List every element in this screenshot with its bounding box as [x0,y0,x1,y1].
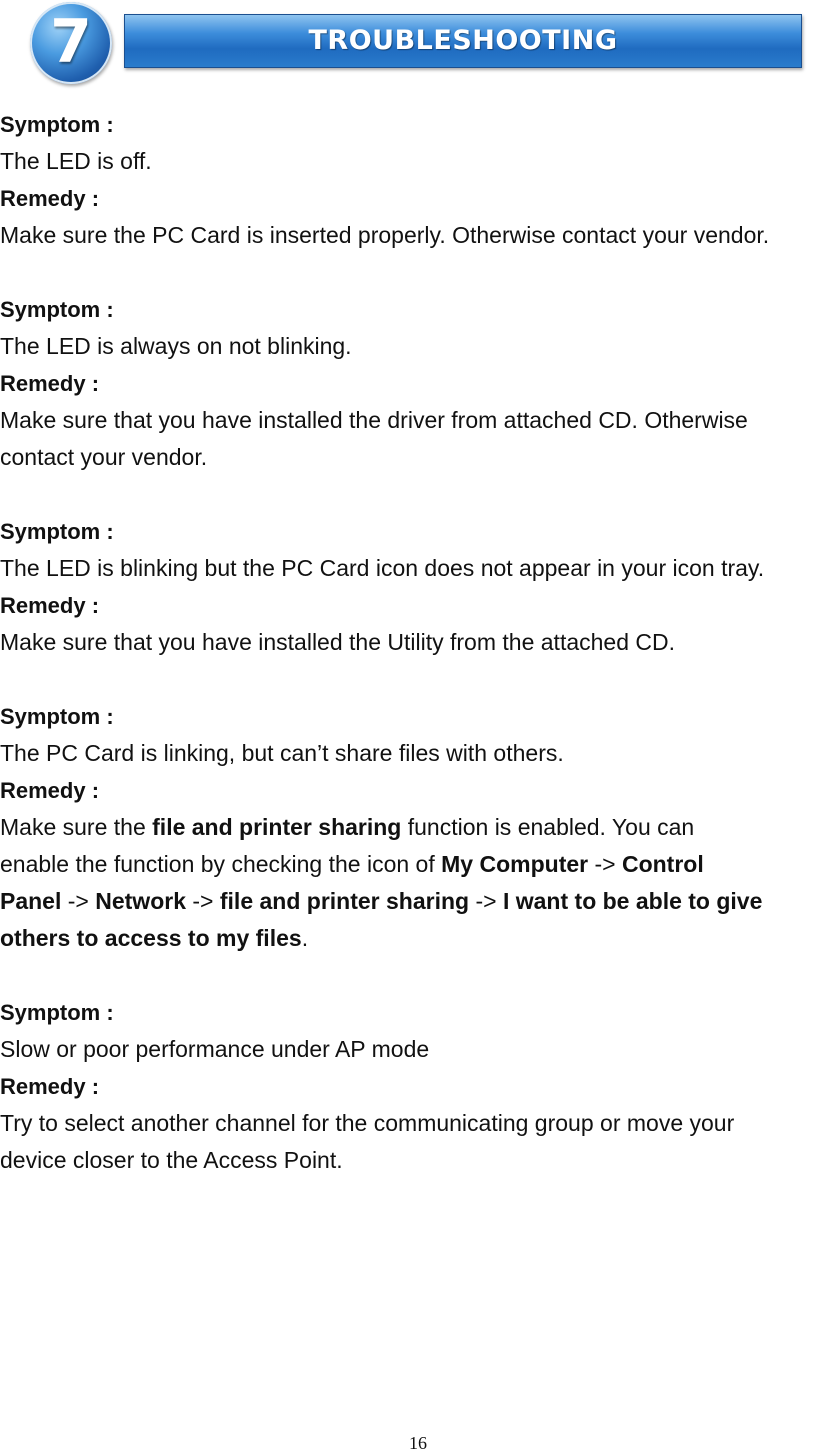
symptom-text: The LED is off. [0,148,152,174]
chapter-title: TROUBLESHOOTING [308,25,618,56]
symptom-text: Slow or poor performance under AP mode [0,1036,430,1062]
remedy-text: Make sure that you have installed the driver from attached CD. Otherwise [0,407,748,433]
chapter-title-banner [124,14,802,68]
remedy-emphasis: Panel [0,888,62,914]
symptom-label: Symptom : [0,112,114,137]
remedy-emphasis: file and printer sharing [152,814,402,840]
remedy-emphasis: file and printer sharing [219,888,470,914]
chapter-number-badge [30,2,112,84]
remedy-emphasis: I want to be able to give [502,888,763,914]
remedy-label: Remedy : [0,778,100,803]
symptom-label: Symptom : [0,519,114,544]
remedy-label: Remedy : [0,593,100,618]
troubleshooting-entry [0,513,836,661]
symptom-text: The PC Card is linking, but can’t share files with others. [0,740,564,766]
remedy-segment: Make sure the [0,814,153,840]
symptom-text: The LED is blinking but the PC Card icon does not appear in your icon tray. [0,555,765,581]
remedy-line [0,920,836,957]
page-number: 16 [409,1433,427,1453]
remedy-label: Remedy : [0,186,100,211]
troubleshooting-entry [0,994,836,1179]
symptom-label: Symptom : [0,297,114,322]
remedy-segment: -> [61,888,96,914]
remedy-emphasis: My Computer [441,851,589,877]
remedy-segment: function is enabled. You can [401,814,695,840]
remedy-text: contact your vendor. [0,444,208,470]
symptom-label: Symptom : [0,1000,114,1025]
remedy-label: Remedy : [0,1074,100,1099]
remedy-segment: -> [186,888,220,914]
remedy-text: Make sure the PC Card is inserted properly. Otherwise contact your vendor. [0,222,770,248]
remedy-line [0,846,836,883]
symptom-text: The LED is always on not blinking. [0,333,352,359]
remedy-emphasis: Network [95,888,186,914]
remedy-emphasis: others to access to my files [0,925,302,951]
remedy-label: Remedy : [0,371,100,396]
chapter-number: 7 [50,7,92,77]
symptom-label: Symptom : [0,704,114,729]
troubleshooting-list [0,106,836,1216]
troubleshooting-entry [0,291,836,476]
troubleshooting-entry [0,106,836,254]
chapter-header [28,2,804,84]
remedy-text: device closer to the Access Point. [0,1147,343,1173]
remedy-text: Try to select another channel for the communicating group or move your [0,1110,735,1136]
remedy-segment: -> [588,851,622,877]
remedy-text: Make sure that you have installed the Utility from the attached CD. [0,629,675,655]
remedy-text [0,809,836,957]
remedy-line [0,809,836,846]
remedy-segment: . [301,925,309,951]
remedy-segment: enable the function by checking the icon of [0,851,442,877]
remedy-line [0,883,836,920]
remedy-segment: -> [469,888,503,914]
remedy-emphasis: Control [621,851,704,877]
troubleshooting-entry [0,698,836,957]
